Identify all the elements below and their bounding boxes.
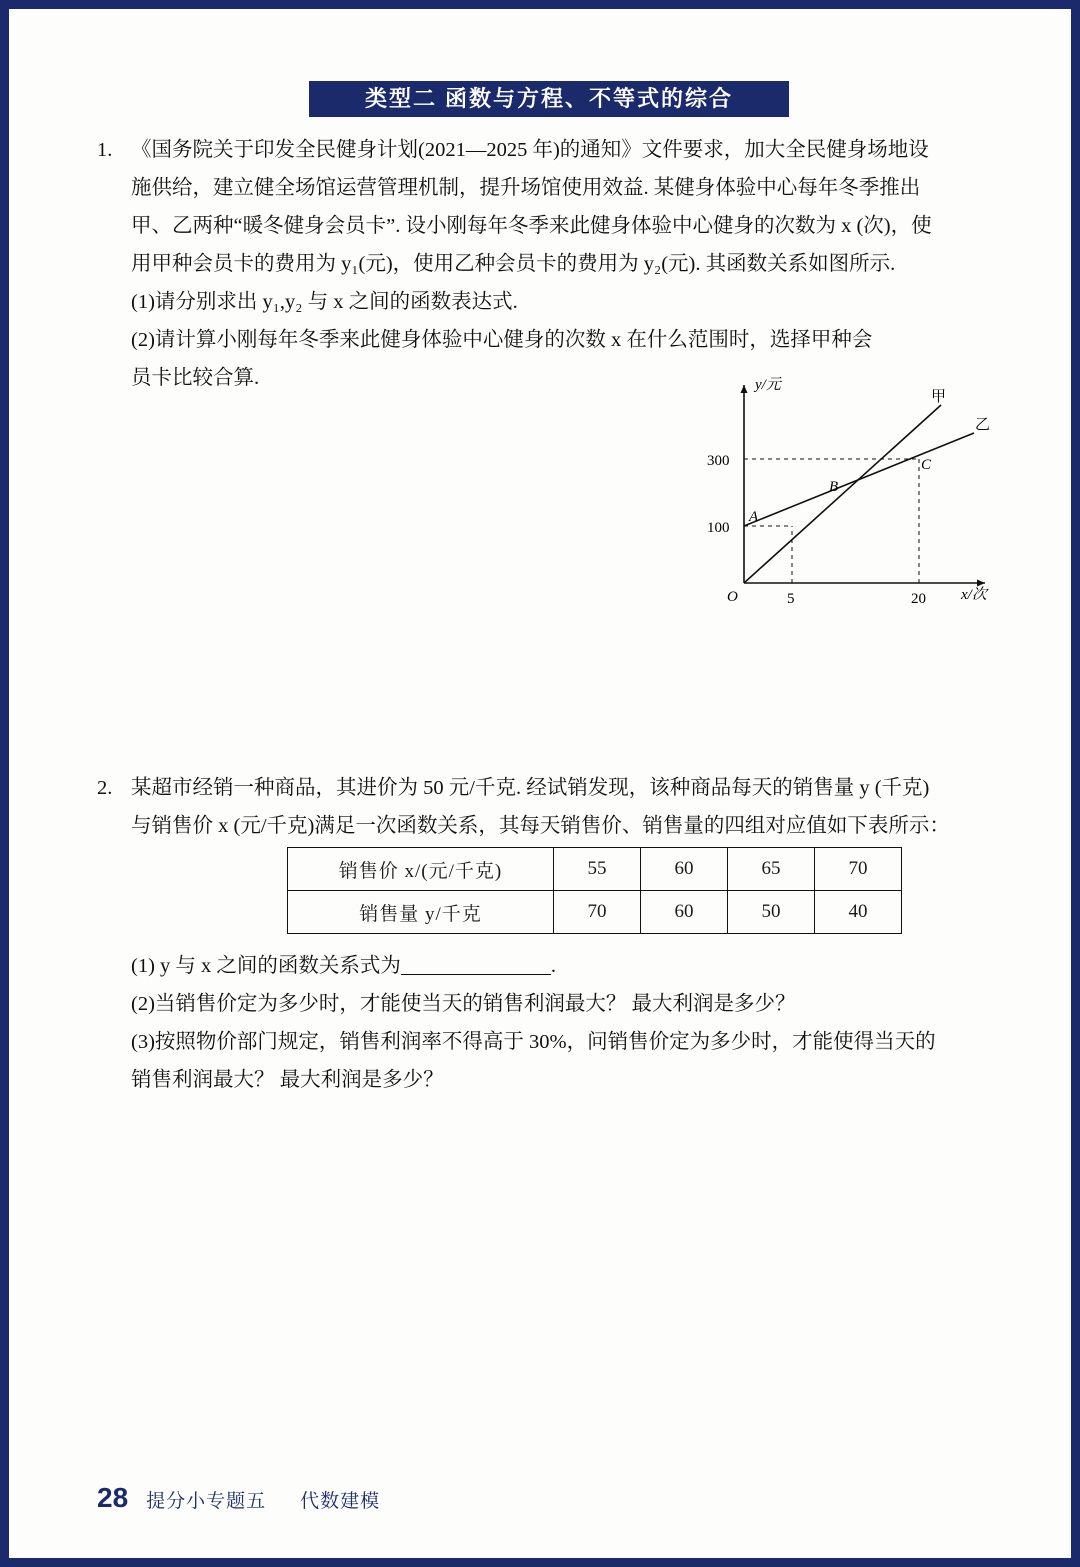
sales-data-table-wrap [287,847,902,934]
problem-2-body [131,769,1007,845]
problem-2-line-2: 与销售价 x (元/千克)满足一次函数关系，其每天销售价、销售量的四组对应值如下表所示： [131,815,950,837]
problem-2 [97,769,1007,845]
page-number: 28 [97,1482,129,1513]
problem-1-line-6: (2)请计算小刚每年冬季来此健身体验中心健身的次数 x 在什么范围时，选择甲种会 [131,329,873,351]
cell-volume-1: 70 [554,891,641,934]
problem-2-sub-1-text: (1) y 与 x 之间的函数关系式为 [131,955,401,977]
cell-price-3: 65 [728,848,815,891]
problem-2-number: 2. [97,777,113,799]
table-row [288,891,902,934]
problem-1-line-5: (1)请分别求出 y₁,y₂ 与 x 之间的函数表达式. [131,291,518,313]
origin-label: O [727,589,738,605]
footer-topic: 代数建模 [300,1491,381,1512]
y-axis-arrow [741,385,748,393]
cell-price-1: 55 [554,848,641,891]
series-label-yi: 乙 [975,417,991,433]
cell-volume-3: 50 [728,891,815,934]
problem-1-line-3: 甲、乙两种“暖冬健身会员卡”. 设小刚每年冬季来此健身体验中心健身的次数为 x (次)，使 [131,215,932,237]
answer-blank[interactable] [401,954,551,975]
x-axis-arrow [977,580,985,587]
problem-1-line-7: 员卡比较合算. [131,367,260,389]
problem-2-subquestions [131,947,1011,1099]
row-header-volume: 销售量 y/千克 [288,891,554,934]
sales-data-table [287,847,902,934]
function-graph-svg [689,371,1009,611]
xtick-20: 20 [911,591,926,607]
problem-2-sub-2: (2)当销售价定为多少时，才能使当天的销售利润最大？ 最大利润是多少？ [131,993,796,1015]
problem-1-number: 1. [97,139,113,161]
problem-1-line-4: 用甲种会员卡的费用为 y₁(元)，使用乙种会员卡的费用为 y₂(元). 其函数关系如图所示. [131,253,896,275]
problem-1-line-2: 施供给，建立健全场馆运营管理机制，提升场馆使用效益. 某健身体验中心每年冬季推出 [131,177,921,199]
xtick-5: 5 [787,591,795,607]
problem-1-body [131,131,1007,397]
problem-2-sub-4: 销售利润最大？ 最大利润是多少？ [131,1069,444,1091]
page-content [9,9,1071,1558]
cell-volume-2: 60 [641,891,728,934]
footer-section: 提分小专题五 [146,1491,267,1512]
line-yi [744,433,974,526]
x-axis-label: x/次 [961,587,987,603]
problem-1 [97,131,1007,397]
problem-2-sub-1-tail: . [550,955,557,977]
y-axis-label: y/元 [755,377,781,393]
cell-price-2: 60 [641,848,728,891]
ytick-100: 100 [707,520,730,536]
problem-2-sub-3: (3)按照物价部门规定，销售利润率不得高于 30%，问销售价定为多少时，才能使得当天的 [131,1031,936,1053]
page-footer [97,1482,380,1514]
line-jia [744,405,941,583]
point-label-B: B [829,479,839,495]
table-row [288,848,902,891]
series-label-jia: 甲 [931,389,947,405]
problem-1-line-1: 《国务院关于印发全民健身计划(2021—2025 年)的通知》文件要求，加大全民健身场地设 [131,139,929,161]
ytick-300: 300 [707,453,730,469]
page-title: 类型二 函数与方程、不等式的综合 [364,86,734,111]
cell-volume-4: 40 [815,891,902,934]
cell-price-4: 70 [815,848,902,891]
row-header-price: 销售价 x/(元/千克) [288,848,554,891]
point-label-C: C [921,457,932,473]
function-graph-figure [689,371,1009,611]
problem-2-sub-1 [131,947,1011,985]
point-label-A: A [749,509,759,525]
problem-2-line-1: 某超市经销一种商品，其进价为 50 元/千克. 经试销发现，该种商品每天的销售量 y (千克) [131,777,930,799]
